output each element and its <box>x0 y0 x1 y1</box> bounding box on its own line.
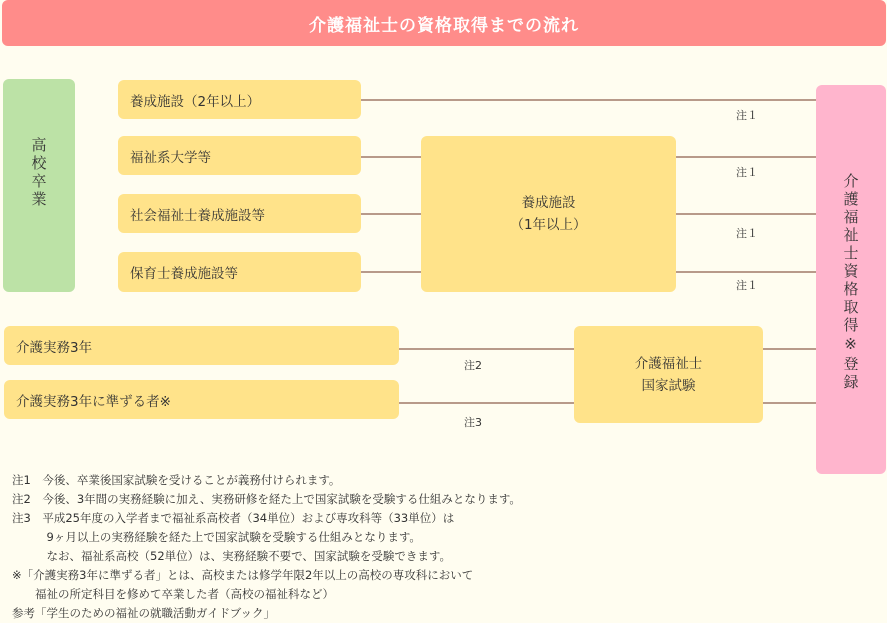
connector-line <box>676 271 816 273</box>
route-box-care-work-3yr: 介護実務3年 <box>4 326 399 365</box>
footnote-line: 9ヶ月以上の実務経験を経た上で国家試験を受験する仕組みとなります。 <box>12 530 421 544</box>
connector-line <box>676 156 816 158</box>
middle-training-line2: （1年以上） <box>510 217 587 233</box>
footnote-line: 参考「学生のための福祉の就職活動ガイドブック」 <box>12 606 276 620</box>
footnote-line: ※「介護実務3年に準ずる者」とは、高校または修学年限2年以上の高校の専攻科において <box>12 568 474 582</box>
footnotes <box>12 471 521 623</box>
route-box-care-work-equivalent: 介護実務3年に準ずる者※ <box>4 380 399 419</box>
route-box-welfare-university: 福祉系大学等 <box>118 136 361 175</box>
national-exam-box <box>574 326 763 423</box>
connector-line <box>399 402 574 404</box>
footnote-line: なお、福祉系高校（52単位）は、実務経験不要で、国家試験を受験できます。 <box>12 549 451 563</box>
certification-registration-box <box>816 85 886 474</box>
high-school-graduation-label: 高校卒業 <box>29 137 48 209</box>
connector-line <box>676 213 816 215</box>
line-note: 注１ <box>736 166 758 179</box>
line-note: 注１ <box>736 109 758 122</box>
footnote-line: 注2 今後、3年間の実務経験に加え、実務研修を経た上で国家試験を受験する仕組みとなります。 <box>12 492 521 506</box>
route-box-training-2yr: 養成施設（2年以上） <box>118 80 361 119</box>
middle-training-box <box>421 136 676 292</box>
footnote-line: 福祉の所定科目を修めて卒業した者（高校の福祉科など） <box>12 587 334 601</box>
line-note: 注3 <box>464 416 482 429</box>
connector-line <box>361 213 421 215</box>
connector-line <box>763 348 816 350</box>
line-note: 注１ <box>736 279 758 292</box>
connector-line <box>763 402 816 404</box>
line-note: 注2 <box>464 359 482 372</box>
national-exam-line2: 国家試験 <box>641 377 696 394</box>
line-note: 注１ <box>736 227 758 240</box>
high-school-graduation-box <box>3 79 75 292</box>
footnote-line: 注3 平成25年度の入学者まで福祉系高校者（34単位）および専攻科等（33単位）は <box>12 511 455 525</box>
route-box-nursery-teacher-school: 保育士養成施設等 <box>118 252 361 292</box>
connector-line <box>399 348 574 350</box>
page-title: 介護福祉士の資格取得までの流れ <box>2 0 886 46</box>
connector-line <box>361 99 816 101</box>
middle-training-line1: 養成施設 <box>521 195 576 211</box>
connector-line <box>361 156 421 158</box>
route-box-social-worker-school: 社会福祉士養成施設等 <box>118 194 361 233</box>
footnote-line: 注1 今後、卒業後国家試験を受けることが義務付けられます。 <box>12 473 341 487</box>
national-exam-line1: 介護福祉士 <box>634 355 703 372</box>
connector-line <box>361 271 421 273</box>
certification-registration-label: 介護福祉士資格取得※登録 <box>841 173 860 392</box>
